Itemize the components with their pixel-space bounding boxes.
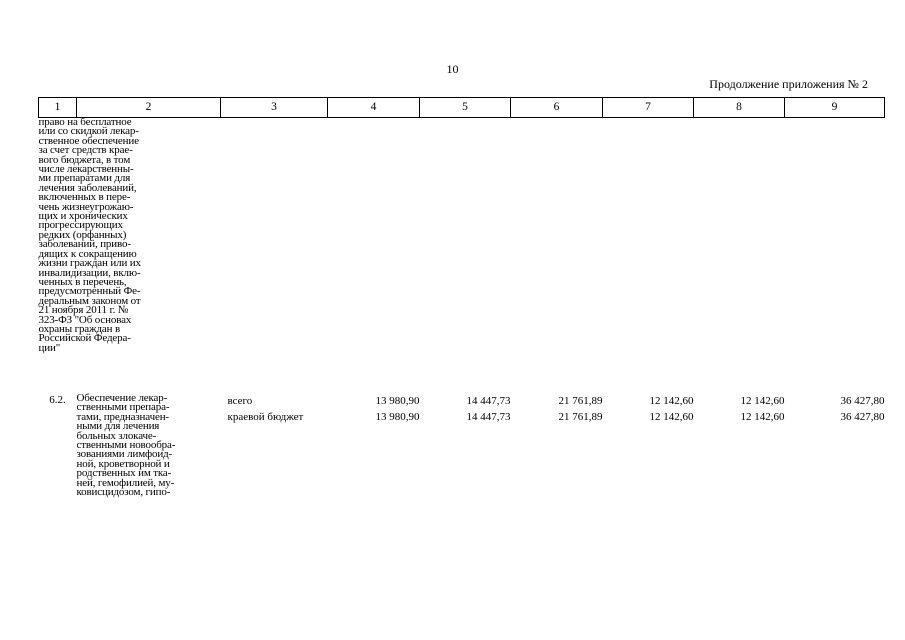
row-description-line: ковисцидозом, гипо-: [76, 486, 171, 499]
column-header-2: 2: [77, 98, 221, 118]
row-description-line: ной, кроветворной и: [76, 457, 170, 470]
continued-description-line: вого бюджета, в том: [38, 153, 131, 166]
funding-source-cell: [221, 394, 328, 497]
value-regional: 12 142,60: [649, 411, 694, 423]
continued-description-line: право на бесплатное: [38, 116, 132, 128]
value-total: 12 142,60: [649, 395, 694, 407]
appendix-table: [38, 97, 885, 497]
continued-description-line: за счет средств крае-: [38, 144, 133, 157]
continued-description-line: щих и хронических: [38, 210, 128, 223]
column-header-9: 9: [785, 98, 885, 118]
column-header-7: 7: [603, 98, 694, 118]
row-description-line: зованиями лимфоид-: [76, 448, 173, 461]
continued-description-cell: [39, 118, 885, 395]
continued-description-line: Российской Федера-: [38, 332, 131, 345]
value-total: 36 427,80: [840, 395, 885, 407]
value-total: 12 142,60: [740, 395, 785, 407]
row-number: 6.2.: [49, 394, 66, 406]
continued-description-line: охраны граждан в: [38, 322, 121, 335]
column-number-row: [39, 98, 885, 118]
row-description-line: родственных им тка-: [76, 467, 172, 480]
value-total: 21 761,89: [558, 395, 603, 407]
value-regional: 13 980,90: [375, 411, 420, 423]
continued-description-line: ми препаратами для: [38, 172, 131, 185]
value-cell-col4: [328, 394, 420, 497]
column-header-4: 4: [328, 98, 420, 118]
row-description-line: ней, гемофилией, му-: [76, 476, 175, 489]
table-row-6-2: [39, 394, 885, 497]
value-cell-col9: [785, 394, 885, 497]
row-description: [77, 394, 221, 497]
row-description-line: ными для лечения: [76, 420, 160, 433]
continued-row: [39, 118, 885, 395]
continued-description-line: чень жизнеугрожаю-: [38, 200, 134, 213]
page-number: 10: [446, 62, 459, 76]
continued-description-line: деральным законом от: [38, 294, 141, 307]
continued-description-line: прогрессирующих: [38, 219, 123, 232]
row-description-line: Обеспечение лекар-: [76, 392, 168, 404]
continued-description-line: включенных в пере-: [38, 191, 131, 204]
continued-description: [39, 118, 885, 353]
continued-description-line: 21 ноября 2011 г. №: [38, 304, 129, 317]
appendix-continuation-note: Продолжение приложения № 2: [709, 77, 868, 91]
column-header-8: 8: [694, 98, 785, 118]
row-description-line: тами, предназначен-: [76, 410, 169, 423]
continued-description-line: числе лекарственны-: [38, 163, 134, 176]
continued-description-line: лечения заболеваний,: [38, 181, 137, 194]
value-regional: 12 142,60: [740, 411, 785, 423]
value-total: 14 447,73: [466, 395, 511, 407]
continued-description-line: заболеваний, приво-: [38, 238, 131, 251]
continued-description-line: ченных в перечень,: [38, 275, 127, 288]
row-description-line: ственными препара-: [76, 401, 170, 414]
column-header-6: 6: [511, 98, 603, 118]
value-cell-col6: [511, 394, 603, 497]
value-cell-col8: [694, 394, 785, 497]
row-description-cell: [77, 394, 221, 497]
row-description-line: ственными новообра-: [76, 439, 176, 452]
column-header-1: 1: [39, 98, 77, 118]
value-cell-col5: [420, 394, 511, 497]
funding-source-total: всего: [227, 395, 253, 407]
continued-description-line: или со скидкой лекар-: [38, 125, 139, 138]
continued-description-line: 323-ФЗ "Об основах: [38, 313, 132, 326]
value-regional: 36 427,80: [840, 411, 885, 423]
row-description-line: больных злокаче-: [76, 429, 157, 442]
value-cell-col7: [603, 394, 694, 497]
continued-description-line: жизни граждан или их: [38, 257, 141, 270]
column-header-3: 3: [221, 98, 328, 118]
continued-description-line: дящих к сокращению: [38, 247, 137, 260]
continued-description-line: ственное обеспечение: [38, 134, 139, 147]
column-header-5: 5: [420, 98, 511, 118]
value-total: 13 980,90: [375, 395, 420, 407]
continued-description-line: инвалидизации, вклю-: [38, 266, 141, 279]
value-regional: 14 447,73: [466, 411, 511, 423]
continued-description-line: ции": [38, 341, 61, 354]
continued-description-line: предусмотренный Фе-: [38, 285, 141, 298]
funding-source-regional: краевой бюджет: [227, 411, 304, 423]
continued-description-line: редких (орфанных): [38, 228, 127, 241]
value-regional: 21 761,89: [558, 411, 603, 423]
